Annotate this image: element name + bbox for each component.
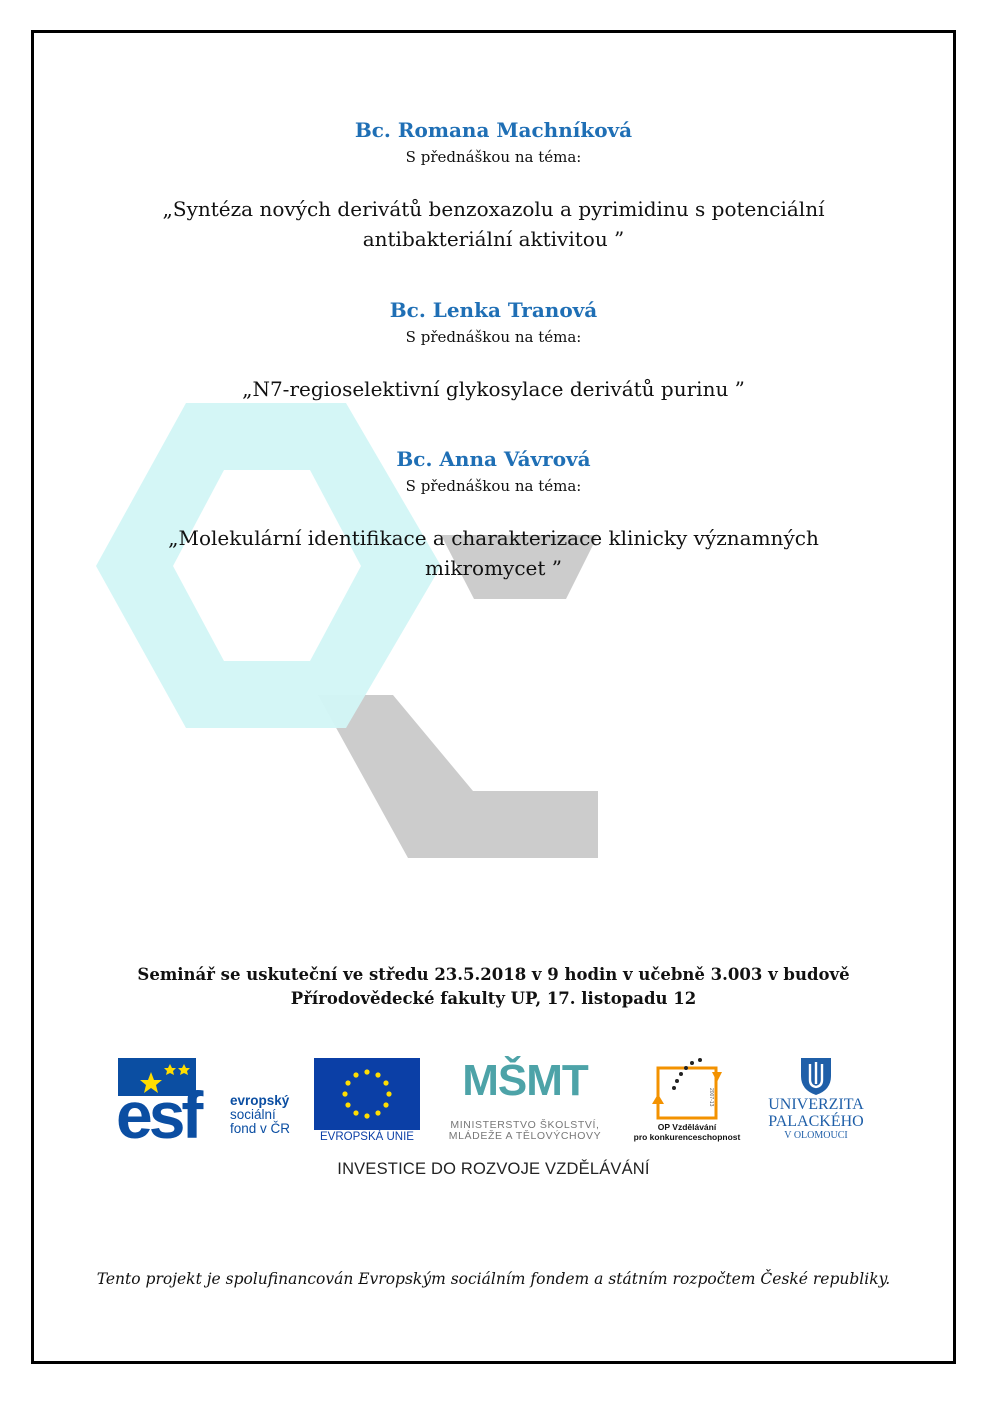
- speaker-name: Bc. Anna Vávrová: [396, 447, 591, 471]
- msmt-mark: MŠMT: [462, 1056, 588, 1105]
- investice-slogan: INVESTICE DO ROZVOJE VZDĚLÁVÁNÍ: [337, 1160, 650, 1178]
- speaker-name: Bc. Romana Machníková: [354, 118, 633, 142]
- op-line-1: OP Vzdělávání: [657, 1122, 717, 1132]
- speaker-3: [31, 447, 956, 583]
- msmt-line-2: MLÁDEŽE A TĚLOVÝCHOVY: [448, 1130, 602, 1142]
- eu-flag-icon: [314, 1058, 420, 1130]
- upol-line-1: UNIVERZITA: [768, 1096, 864, 1113]
- speaker-2: [31, 298, 956, 404]
- upol-line-3: V OLOMOUCI: [784, 1130, 848, 1141]
- esf-line-2: sociální: [230, 1107, 276, 1122]
- seminar-line-2: Přírodovědecké fakulty UP, 17. listopadu 12: [290, 989, 697, 1008]
- funding-footnote: Tento projekt je spolufinancován Evropským sociálním fondem a státním rozpočtem České republiky.: [96, 1270, 891, 1288]
- lecture-topic-line-2: mikromycet ”: [424, 556, 562, 580]
- lecture-topic-line-1: „Molekulární identifikace a charakterizace klinicky významných: [168, 526, 819, 550]
- upol-crest-icon: [754, 1056, 878, 1096]
- op-logo: [626, 1056, 748, 1148]
- esf-logo: [116, 1058, 308, 1152]
- upol-logo: [754, 1056, 878, 1148]
- speaker-intro: S přednáškou na téma:: [405, 328, 582, 346]
- lecture-topic-line-1: „N7-regioselektivní glykosylace derivátů purinu ”: [242, 377, 745, 401]
- seminar-info: [31, 963, 956, 1011]
- eu-logo: [314, 1058, 420, 1146]
- eu-caption: EVROPSKÁ UNIE: [320, 1131, 414, 1143]
- speaker-name: Bc. Lenka Tranová: [389, 298, 598, 322]
- esf-mark: esf: [116, 1078, 200, 1152]
- seminar-line-1: Seminář se uskuteční ve středu 23.5.2018 v 9 hodin v učebně 3.003 v budově: [137, 965, 850, 984]
- op-line-2: pro konkurenceschopnost: [633, 1132, 741, 1142]
- esf-line-1: evropský: [230, 1093, 290, 1108]
- speaker-intro: S přednáškou na téma:: [405, 148, 582, 166]
- op-vzdelavani-icon: [626, 1056, 748, 1120]
- lecture-topic-line-1: „Syntéza nových derivátů benzoxazolu a pyrimidinu s potenciální: [162, 197, 825, 221]
- esf-line-3: fond v ČR: [230, 1121, 291, 1136]
- op-vertical-label: 2007-13: [708, 1088, 714, 1107]
- speaker-1: [31, 118, 956, 254]
- msmt-logo: [430, 1056, 620, 1148]
- msmt-line-1: MINISTERSTVO ŠKOLSTVÍ,: [450, 1119, 600, 1131]
- lecture-topic-line-2: antibakteriální aktivitou ”: [362, 227, 625, 251]
- speaker-intro: S přednáškou na téma:: [405, 477, 582, 495]
- upol-line-2: PALACKÉHO: [768, 1113, 864, 1130]
